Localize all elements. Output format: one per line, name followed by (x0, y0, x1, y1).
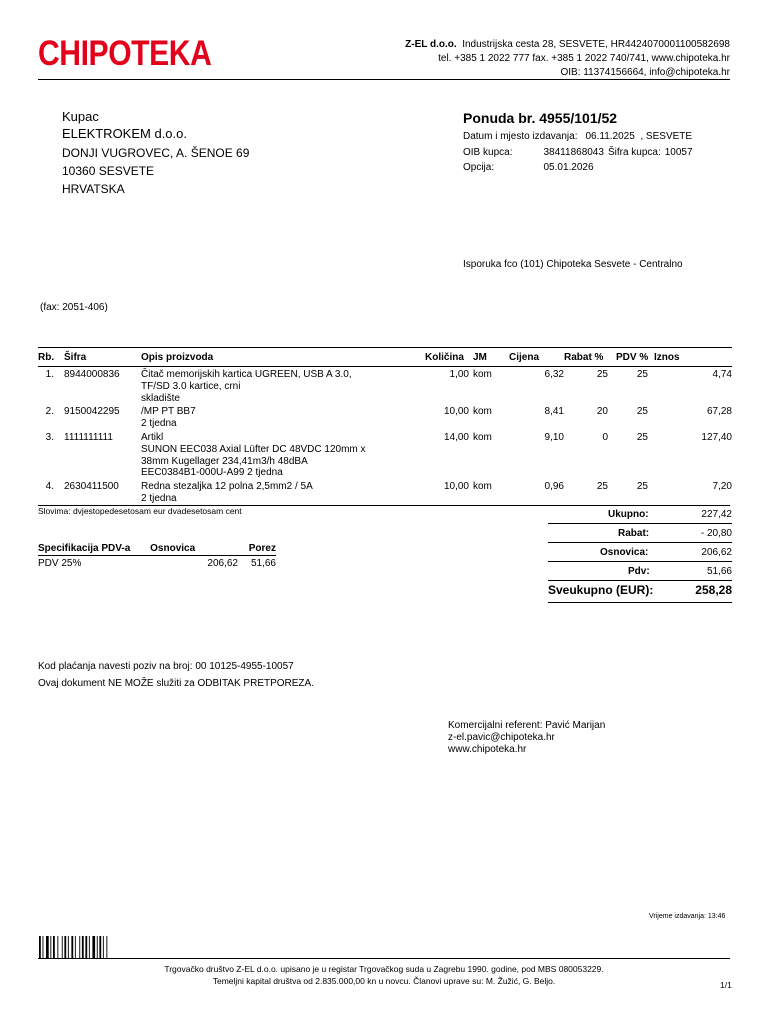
item-discount: 25 (596, 369, 608, 380)
item-code: 1111111111 (64, 431, 113, 443)
vat-specification (38, 543, 276, 569)
item-description (141, 479, 425, 505)
subtotal-label: Ukupno: (608, 509, 649, 520)
table-row (38, 479, 732, 505)
company-oib: OIB: 11374156664, info@chipoteka.hr (560, 67, 730, 78)
item-unit: kom (473, 406, 492, 418)
subtotal-row (548, 505, 732, 524)
buyer-code-label: Šifra kupca: (607, 146, 661, 158)
item-qty: 1,00 (449, 369, 469, 380)
grand-total-row (548, 581, 732, 603)
item-price: 0,96 (544, 481, 564, 493)
barcode-bar (79, 936, 80, 958)
delivery-terms: Isporuka fco (101) Chipoteka Sesvete - Centralno (463, 259, 683, 270)
company-logo: CHIPOTEKA (38, 34, 212, 73)
buyer-name: ELEKTROKEM d.o.o. (62, 126, 187, 141)
item-amount: 4,74 (712, 369, 732, 380)
item-unit: kom (473, 369, 492, 380)
buyer-street: DONJI VUGROVEC, A. ŠENOE 69 (62, 146, 250, 160)
item-qty: 10,00 (443, 481, 469, 493)
barcode-bar (68, 936, 69, 958)
grand-total-value: 258,28 (695, 583, 732, 597)
col-price: Cijena (509, 352, 540, 363)
barcode-bar (53, 936, 55, 958)
vat-spec-header (38, 543, 276, 556)
item-description-line: 2 tjedna (141, 492, 177, 504)
item-no: 1. (45, 369, 54, 380)
print-time: Vrijeme izdavanja: 13:46 (649, 913, 726, 920)
barcode-bar (89, 936, 90, 958)
item-code: 8944000836 (64, 369, 120, 380)
page-number: 1/1 (720, 980, 732, 990)
validity-label: Opcija: (463, 162, 495, 173)
barcode-bar (99, 936, 101, 958)
table-row (38, 404, 732, 430)
item-description-line: 38mm Kugellager 234,41m3/h 48dBA (141, 455, 308, 467)
offer-title: Ponuda br. 4955/101/52 (463, 110, 618, 126)
vat-label: Pdv: (628, 566, 650, 577)
company-name: Z-EL d.o.o. (405, 39, 457, 50)
item-qty: 14,00 (443, 431, 469, 443)
item-unit: kom (473, 431, 492, 443)
barcode-bar (46, 936, 49, 958)
col-amount: Iznos (654, 352, 680, 363)
table-row (38, 430, 732, 479)
item-amount: 67,28 (706, 406, 732, 418)
footer-divider (38, 958, 730, 959)
vat-spec-title: Specifikacija PDV-a (38, 543, 131, 554)
item-price: 6,32 (544, 369, 564, 380)
sales-referent (448, 720, 605, 756)
company-info (405, 38, 730, 80)
base-label: Osnovica: (600, 547, 649, 558)
barcode-bar (85, 936, 87, 958)
buyer-heading (62, 108, 187, 142)
col-qty: Količina (425, 352, 464, 363)
fax-note: (fax: 2051-406) (40, 302, 108, 313)
item-vat: 25 (636, 406, 648, 418)
item-description (141, 367, 425, 405)
barcode-bar (92, 936, 95, 958)
vat-spec-row (38, 556, 276, 569)
item-vat: 25 (636, 431, 648, 443)
issue-date-label: Datum i mjesto izdavanja: (463, 131, 578, 142)
col-no: Rb. (38, 352, 55, 363)
tax-deduction-note: Ovaj dokument NE MOŽE služiti za ODBITAK PRETPOREZA. (38, 678, 314, 689)
offer-meta (463, 129, 727, 176)
buyer-country: HRVATSKA (62, 182, 125, 196)
barcode-bar (50, 936, 51, 958)
item-description (141, 404, 425, 430)
footer-capital: Temeljni kapital društva od 2.835.000,00 kn u novcu. Članovi uprave su: M. Žužić, G. Beljo. (212, 976, 556, 986)
discount-row (548, 524, 732, 543)
issue-place: , SESVETE (640, 131, 693, 142)
item-code: 2630411500 (64, 481, 119, 493)
items-header-row (38, 348, 732, 367)
item-price: 8,41 (544, 406, 564, 418)
vat-spec-base-header: Osnovica (150, 543, 196, 554)
barcode-bar (82, 936, 84, 958)
discount-label: Rabat: (618, 528, 650, 539)
header-divider (38, 79, 730, 80)
buyer-oib-label: OIB kupca: (463, 146, 513, 158)
referent-name: Komercijalni referent: Pavić Marijan (448, 720, 606, 731)
col-unit: JM (473, 352, 487, 363)
validity-date: 05.01.2026 (543, 162, 594, 173)
item-price: 9,10 (544, 431, 564, 443)
item-discount: 25 (596, 481, 608, 493)
item-description (141, 430, 425, 479)
discount-value: - 20,80 (700, 528, 732, 539)
issue-date: 06.11.2025 (585, 131, 635, 142)
item-no: 3. (45, 431, 54, 443)
item-no: 4. (45, 481, 54, 493)
base-row (548, 543, 732, 562)
buyer-oib: 38411868043 (543, 146, 604, 158)
item-discount: 0 (602, 431, 608, 443)
barcode-bar (103, 936, 104, 958)
buyer-label: Kupac (62, 109, 99, 124)
vat-base: 206,62 (207, 558, 238, 569)
item-qty: 10,00 (443, 406, 469, 418)
item-description-line: skladište (141, 392, 180, 404)
company-contact: tel. +385 1 2022 777 fax. +385 1 2022 740/741, www.chipoteka.hr (438, 53, 730, 64)
subtotal-value: 227,42 (701, 509, 732, 520)
vat-spec-tax-header: Porez (248, 543, 276, 554)
barcode-bar (106, 936, 107, 958)
table-row (38, 367, 732, 405)
company-address: Industrijska cesta 28, SESVETE, HR4424070001100582698 (462, 39, 730, 50)
item-description-line: Čitač memorijskih kartica UGREEN, USB A 3.0, (141, 369, 352, 380)
grand-total-label: Sveukupno (EUR): (548, 583, 654, 597)
amount-in-words: Slovima: dvjestopedesetosam eur dvadesetosam cent (38, 506, 242, 516)
barcode-bar (75, 936, 76, 958)
buyer-city: 10360 SESVETE (62, 164, 155, 178)
item-description-line: 2 tjedna (141, 418, 177, 430)
barcode-bar (64, 936, 66, 958)
item-amount: 7,20 (712, 481, 732, 493)
item-description-line: Artikl (141, 431, 164, 443)
item-code: 9150042295 (64, 406, 120, 418)
referent-web: www.chipoteka.hr (448, 744, 527, 755)
payment-notes (38, 658, 314, 692)
vat-tax: 51,66 (250, 558, 276, 569)
item-description-line: TF/SD 3.0 kartice, crni (141, 380, 241, 392)
buyer-address (62, 144, 249, 198)
col-code: Šifra (64, 352, 87, 363)
footer-registration: Trgovačko društvo Z-EL d.o.o. upisano je u registar Trgovačkog suda u Zagrebu 1990. godine, pod MBS 080053229. (164, 964, 604, 974)
item-vat: 25 (636, 369, 648, 380)
base-value: 206,62 (701, 547, 732, 558)
barcode-bar (57, 936, 58, 958)
item-unit: kom (473, 481, 492, 493)
item-no: 2. (45, 406, 54, 418)
item-discount: 20 (596, 406, 608, 418)
items-table (38, 347, 732, 505)
col-discount: Rabat % (564, 352, 604, 363)
buyer-code: 10057 (664, 146, 693, 158)
items-table-container (38, 347, 732, 505)
item-description-line: EEC0384B1-000U-A99 2 tjedna (141, 467, 283, 479)
barcode-bar (62, 936, 63, 958)
vat-row (548, 562, 732, 581)
vat-value: 51,66 (706, 566, 732, 577)
barcode-bar (39, 936, 41, 958)
referent-email: z-el.pavic@chipoteka.hr (448, 732, 555, 743)
item-amount: 127,40 (701, 431, 732, 443)
totals-block (548, 505, 732, 603)
legal-footer (38, 963, 730, 987)
item-description-line: /MP PT BB7 (141, 406, 196, 418)
col-vat: PDV % (616, 352, 649, 363)
barcode-bar (71, 936, 73, 958)
vat-rate: PDV 25% (38, 558, 82, 569)
col-desc: Opis proizvoda (141, 352, 214, 363)
item-vat: 25 (636, 481, 648, 493)
barcode-bar (97, 936, 98, 958)
item-description-line: SUNON EEC038 Axial Lüfter DC 48VDC 120mm x (141, 443, 366, 455)
barcode (39, 936, 115, 958)
payment-reference: Kod plaćanja navesti poziv na broj: 00 10125-4955-10057 (38, 661, 294, 672)
barcode-bar (43, 936, 44, 958)
item-description-line: Redna stezaljka 12 polna 2,5mm2 / 5A (141, 481, 313, 493)
